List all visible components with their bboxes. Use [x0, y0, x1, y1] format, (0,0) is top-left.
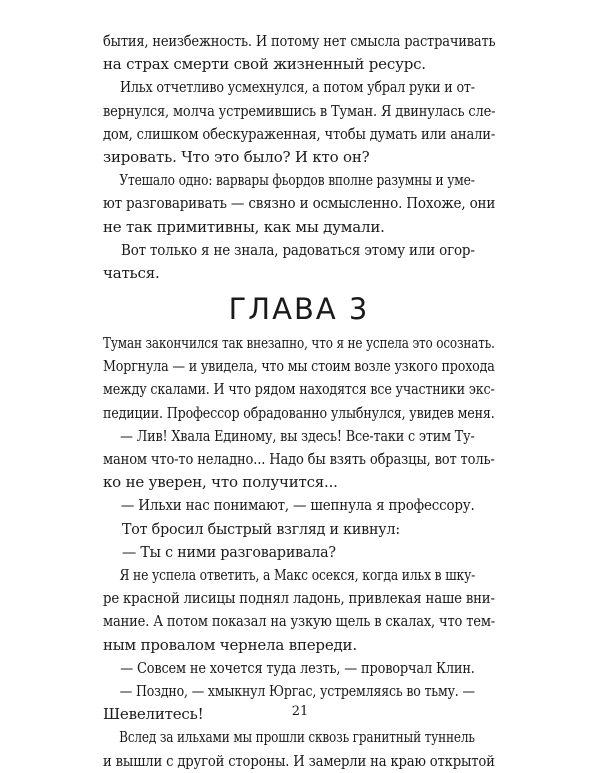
- text-line: мание. А потом показал на узкую щель в скалах, что тем-: [103, 612, 496, 631]
- text-line: — Ты с ними разговаривала?: [121, 542, 336, 561]
- text-line: чаться.: [103, 264, 160, 283]
- text-line: вернулся, молча устремившись в Туман. Я двинулась сле-: [103, 101, 496, 120]
- text-line: ным провалом чернела впереди.: [103, 635, 357, 654]
- text-line: Вслед за ильхами мы прошли сквозь гранитный туннель: [119, 728, 475, 747]
- paragraph: [103, 332, 495, 425]
- paragraph: [103, 518, 495, 541]
- text-line: — Лив! Хвала Единому, вы здесь! Все-таки с этим Ту-: [120, 426, 475, 445]
- text-line: — Ильхи нас понимают, — шепнула я профессору.: [120, 496, 475, 515]
- paragraph: [103, 30, 495, 76]
- text-line: маном что-то неладно... Надо бы взять образцы, вот толь-: [103, 450, 495, 469]
- text-line: Тот бросил быстрый взгляд и кивнул:: [121, 519, 400, 538]
- text-line: Я не успела ответить, а Макс осекся, когда ильх в шку-: [119, 566, 476, 585]
- page-number: 21: [291, 704, 309, 719]
- text-line: — Совсем не хочется туда лезть, — проворчал Клин.: [120, 658, 475, 677]
- paragraph: [103, 564, 495, 657]
- paragraph: [103, 239, 495, 285]
- text-line: Вот только я не знала, радоваться этому или огор-: [120, 240, 475, 259]
- text-line: зировать. Что это было? И кто он?: [103, 148, 370, 167]
- text-line: между скалами. И что рядом находятся все участники экс-: [103, 380, 495, 399]
- paragraph: [103, 657, 495, 680]
- paragraph: [103, 541, 495, 564]
- text-line: и вышли с другой стороны. И замерли на краю открытой: [103, 751, 495, 770]
- text-line: — Поздно, — хмыкнул Юргас, устремляясь во тьму. —: [119, 682, 475, 701]
- text-line: Шевелитесь!: [103, 705, 204, 724]
- chapter-title: ГЛАВА 3: [228, 292, 370, 326]
- text-line: Утешало одно: варвары фьордов вполне разумны и уме-: [119, 171, 475, 190]
- text-line: ко не уверен, что получится...: [103, 473, 338, 492]
- paragraph: [103, 425, 495, 495]
- paragraph: [103, 76, 495, 169]
- text-line: Ильх отчетливо усмехнулся, а потом убрал руки и от-: [119, 78, 475, 97]
- paragraph: [103, 169, 495, 239]
- text-line: ре красной лисицы поднял ладонь, привлекая наше вни-: [103, 589, 495, 608]
- text-block-before-chapter: [103, 30, 495, 285]
- paragraph: [103, 494, 495, 517]
- text-line: Туман закончился так внезапно, что я не успела это осознать.: [103, 334, 495, 352]
- text-line: Моргнула — и увидела, что мы стоим возле узкого прохода: [103, 357, 495, 376]
- text-line: на страх смерти свой жизненный ресурс.: [103, 55, 426, 74]
- text-line: педиции. Профессор обрадованно улыбнулся, увидев меня.: [103, 403, 495, 422]
- text-line: дом, слишком обескураженная, чтобы думать или анали-: [103, 124, 496, 143]
- text-line: ют разговаривать — связно и осмысленно. Похоже, они: [103, 194, 496, 213]
- text-line: бытия, неизбежность. И потому нет смысла растрачивать: [103, 32, 496, 50]
- text-line: не так примитивны, как мы думали.: [103, 217, 385, 236]
